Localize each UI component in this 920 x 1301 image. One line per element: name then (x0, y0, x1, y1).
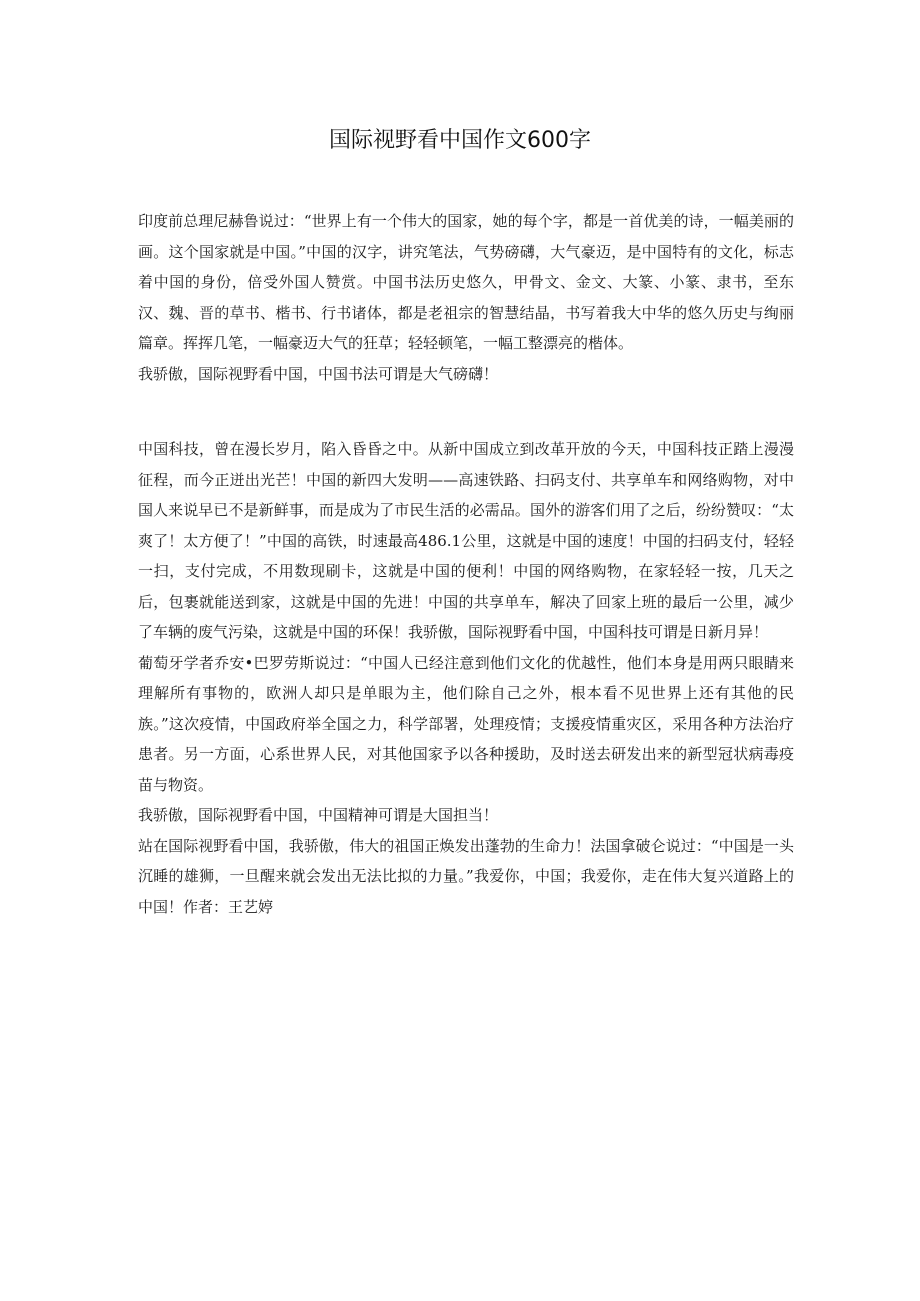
document-title: 国际视野看中国作文600字 (329, 128, 591, 153)
document-body (138, 206, 794, 922)
paragraph-technology: 中国科技，曾在漫长岁月，陷入昏昏之中。从新中国成立到改革开放的今天，中国科技正踏上漫漫征程，而今正迸出光芒！中国的新四大发明——高速铁路、扫码支付、共享单车和网络购物，对中国人来说早已不是新鲜事，而是成为了市民生活的必需品。国外的游客们用了之后，纷纷赞叹：“太爽了！太方便了！”中国的高铁，时速最高486.1公里，这就是中国的速度！中国的扫码支付，轻轻一扫，支付完成，不用数现刷卡，这就是中国的便利！中国的网络购物，在家轻轻一按，几天之后，包裹就能送到家，这就是中国的先进！中国的共享单车，解决了回家上班的最后一公里，减少了车辆的废气污染，这就是中国的环保！我骄傲，国际视野看中国，中国科技可谓是日新月异！ (138, 440, 794, 641)
paragraph-calligraphy: 印度前总理尼赫鲁说过：“世界上有一个伟大的国家，她的每个字，都是一首优美的诗，一幅美丽的画。这个国家就是中国。”中国的汉字，讲究笔法，气势磅礴，大气豪迈，是中国特有的文化，标志着中国的身份，倍受外国人赞赏。中国书法历史悠久，甲骨文、金文、大篆、小篆、隶书，至东汉、魏、晋的草书、楷书、行书诸体，都是老祖宗的智慧结晶，书写着我大中华的悠久历史与绚丽篇章。挥挥几笔，一幅豪迈大气的狂草；轻轻顿笔，一幅工整漂亮的楷体。 (138, 212, 794, 352)
paragraph-closing: 站在国际视野看中国，我骄傲，伟大的祖国正焕发出蓬勃的生命力！法国拿破仑说过：“中国是一头沉睡的雄狮，一旦醒来就会发出无法比拟的力量。”我爱你，中国；我爱你，走在伟大复兴道路上的中国！作者：王艺婷 (138, 836, 794, 916)
paragraph-pandemic: 葡萄牙学者乔安•巴罗劳斯说过：“中国人已经注意到他们文化的优越性，他们本身是用两只眼睛来理解所有事物的，欧洲人却只是单眼为主，他们除自己之外，根本看不见世界上还有其他的民族。”这次疫情，中国政府举全国之力，科学部署，处理疫情；支援疫情重灾区，采用各种方法治疗患者。另一方面，心系世界人民，对其他国家予以各种援助，及时送去研发出来的新型冠状病毒疫苗与物资。 (138, 653, 794, 794)
paragraph-spirit-conclusion: 我骄傲，国际视野看中国，中国精神可谓是大国担当！ (138, 806, 499, 824)
paragraph-calligraphy-conclusion: 我骄傲，国际视野看中国，中国书法可谓是大气磅礴！ (138, 364, 499, 383)
paragraph-gap (138, 389, 794, 434)
